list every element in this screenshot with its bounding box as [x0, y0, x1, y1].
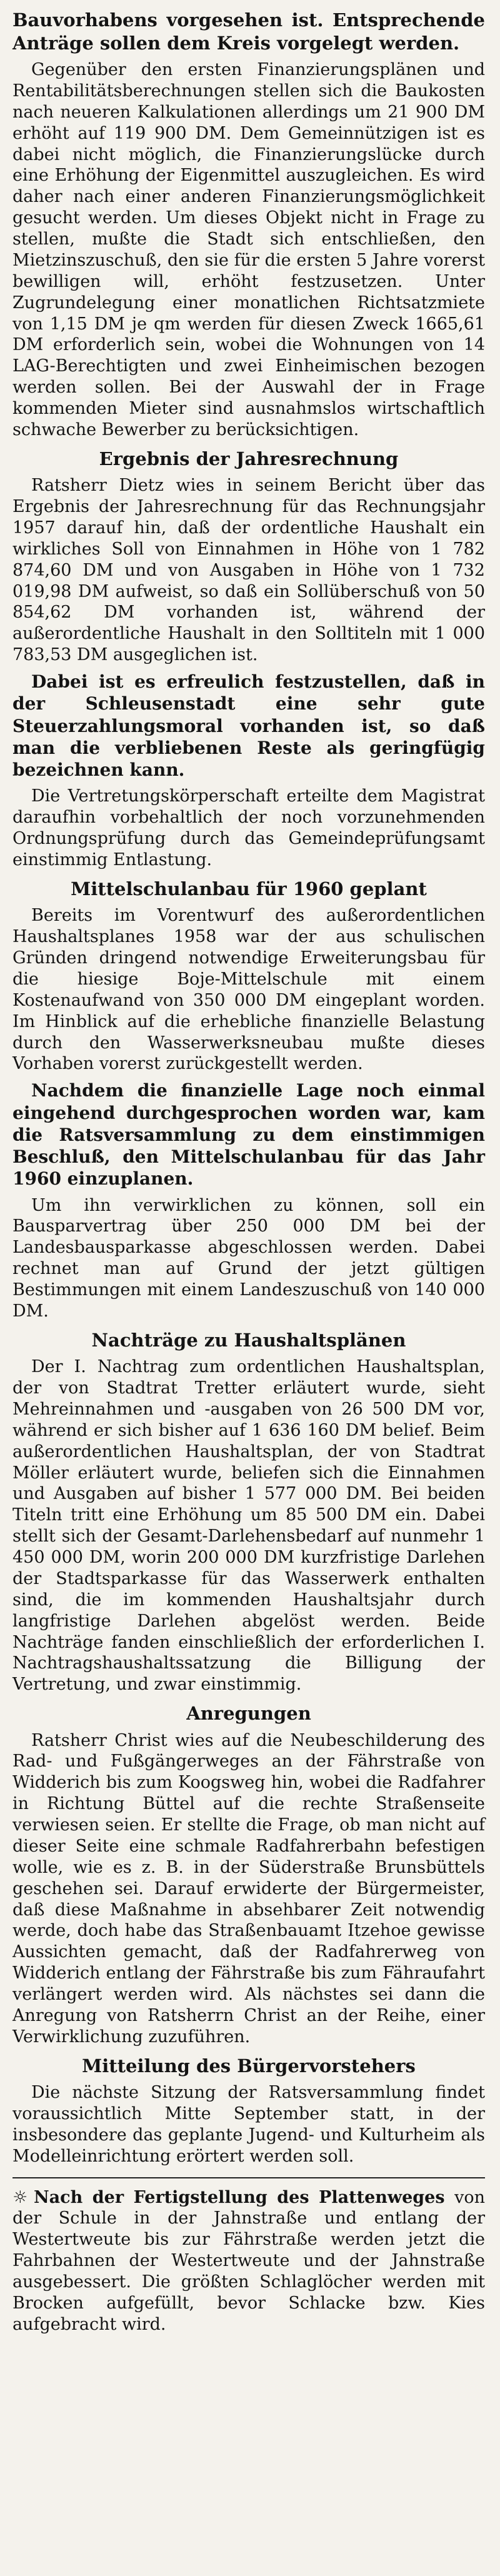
star-icon: ☼ [12, 2187, 28, 2207]
paragraph-mittelschule: Bereits im Vorentwurf des außerordentlichen Haushaltsplanes 1958 war der aus schulischen Gründen dringend notwendige Erweiterungsbau für die hiesige Boje-Mittelschule mit einem Kostenaufwand von 350 000 DM eingeplant worden. Im Hinblick auf die erhebliche finanzielle Belastung durch den Wasserwerksneubau mußte dieses Vorhaben vorerst zurückgestellt werden. [12, 906, 485, 1074]
paragraph-mitteilung: Die nächste Sitzung der Ratsversammlung findet voraussichtlich Mitte September statt, in der insbesondere das geplante Jugend- und Kulturheim als Modelleinrichtung erörtert werden soll. [12, 2083, 485, 2166]
plattenweg-text: von der Schule in der Jahnstraße und entlang der Westertweute bis zur Fährstraße werden jetzt die Fahrbahnen der Westertweute und der Jahnstraße ausgebessert. Die größten Schlaglöcher werden mit Brocken aufgefüllt, bevor Schlacke bzw. Kies aufgebracht wird. [12, 2187, 486, 2334]
paragraph-nachtraege: Der I. Nachtrag zum ordentlichen Haushaltsplan, der von Stadtrat Tretter erläutert wurde, sieht Mehreinnahmen und -ausgaben von 26 500 DM vor, während er sich bisher auf 1 636 160 DM belief. Beim außerordentlichen Haushaltsplan, der von Stadtrat Möller erläutert wurde, beliefen sich die Einnahmen und Ausgaben auf bisher 1 577 000 DM. Bei beiden Titeln tritt eine Erhöhung um 85 500 DM ein. Dabei stellt sich der Gesamt-Darlehensbedarf auf nunmehr 1 450 000 DM, worin 200 000 DM kurzfristige Darlehen der Stadtsparkasse für das Wasserwerk enthalten sind, die im kommenden Haushaltsjahr durch langfristige Darlehen abgelöst werden. Beide Nachträge fanden einschließlich der erforderlichen I. Nachtragshaushaltssatzung die Billigung der Vertretung, und zwar einstimmig. [12, 1357, 485, 1695]
paragraph-entlastung: Die Vertretungskörperschaft erteilte dem Magistrat daraufhin vorbehaltlich der noch vorzunehmenden Ordnungsprüfung durch das Gemeindeprüfungsamt einstimmig Entlastung. [12, 786, 485, 870]
bold-paragraph-beschluss: Nachdem die finanzielle Lage noch einmal eingehend durchgesprochen worden war, kam die Ratsversammlung zu dem einstimmigen Beschluß, den Mittelschulanbau für das Jahr 1960 einzuplanen. [12, 1080, 485, 1190]
paragraph-anregungen: Ratsherr Christ wies auf die Neubeschilderung des Rad- und Fußgängerweges an der Fährstraße von Widderich bis zum Koogsweg hin, wobei die Radfahrer in Richtung Büttel auf die rechte Straßenseite verwiesen seien. Er stellte die Frage, ob man nicht auf dieser Seite eine schmale Radfahrerbahn befestigen wolle, wie es z. B. in der Süderstraße Brunsbüttels geschehen sei. Darauf erwiderte der Bürgermeister, daß diese Maßnahme in absehbarer Zeit notwendig werde, doch habe das Straßenbauamt Itzehoe gewisse Aussichten gemacht, daß der Radfahrerweg von Widderich entlang der Fährstraße bis zum Fähraufahrt verlängert werden wird. Als nächstes sei dann die Anregung von Ratsherrn Christ an der Reihe, einer Verwirklichung zuzuführen. [12, 1730, 485, 2047]
paragraph-bausparvertrag: Um ihn verwirklichen zu können, soll ein Bausparvertrag über 250 000 DM bei der Landesbausparkasse abgeschlossen werden. Dabei rechnet man auf Grund der jetzt gültigen Bestimmungen mit einem Landeszuschuß von 140 000 DM. [12, 1195, 485, 1321]
section-divider [12, 2177, 485, 2178]
heading-nachtraege: Nachträge zu Haushaltsplänen [91, 1329, 406, 1351]
lead-paragraph: Bauvorhabens vorgesehen ist. Entsprechende Anträge sollen dem Kreis vorgelegt werden. [12, 9, 485, 54]
paragraph-plattenweg [12, 2187, 485, 2335]
paragraph-jahresrechnung: Ratsherr Dietz wies in seinem Bericht über das Ergebnis der Jahresrechnung für das Rechnungsjahr 1957 darauf hin, daß der ordentliche Haushalt ein wirkliches Soll von Einnahmen in Höhe von 1 782 874,60 DM und von Ausgaben in Höhe von 1 732 019,98 DM aufweist, so daß ein Sollüberschuß von 50 854,62 DM vorhanden ist, während der außerordentliche Haushalt in den Solltiteln mit 1 000 783,53 DM ausgeglichen ist. [12, 476, 485, 665]
heading-jahresrechnung: Ergebnis der Jahresrechnung [99, 448, 399, 469]
bold-paragraph-steuermoral: Dabei ist es erfreulich festzustellen, daß in der Schleusenstadt eine sehr gute Steuerzahlungsmoral vorhanden ist, so daß man die verbliebenen Reste als geringfügig bezeichnen kann. [12, 671, 485, 781]
heading-mitteilung: Mitteilung des Bürgervorstehers [82, 2055, 416, 2077]
heading-mittelschulanbau: Mittelschulanbau für 1960 geplant [71, 878, 427, 900]
plattenweg-lead: Nach der Fertigstellung des Plattenweges [34, 2187, 445, 2207]
paragraph-financing: Gegenüber den ersten Finanzierungsplänen und Rentabilitätsberechnungen stellen sich die Baukosten nach neueren Kalkulationen allerdings um 21 900 DM erhöht auf 119 900 DM. Dem Gemeinnützigen ist es dabei nicht möglich, die Finanzierungslücke durch eine Erhöhung der Eigenmittel auszugleichen. Es wird daher nach einer anderen Finanzierungsmöglichkeit gesucht werden. Um dieses Objekt nicht in Frage zu stellen, mußte die Stadt sich entschließen, den Mietzinszuschuß, den sie für die ersten 5 Jahre vorerst bewilligen will, erhöht festzusetzen. Unter Zugrundelegung einer monatlichen Richtsatzmiete von 1,15 DM je qm werden für diesen Zweck 1665,61 DM erforderlich sein, wobei die Wohnungen von 14 LAG-Berechtigten und zwei Einheimischen bezogen werden sollen. Bei der Auswahl der in Frage kommenden Mieter sind ausnahmslos wirtschaftlich schwache Bewerber zu berücksichtigen. [12, 60, 485, 439]
heading-anregungen: Anregungen [186, 1703, 311, 1725]
